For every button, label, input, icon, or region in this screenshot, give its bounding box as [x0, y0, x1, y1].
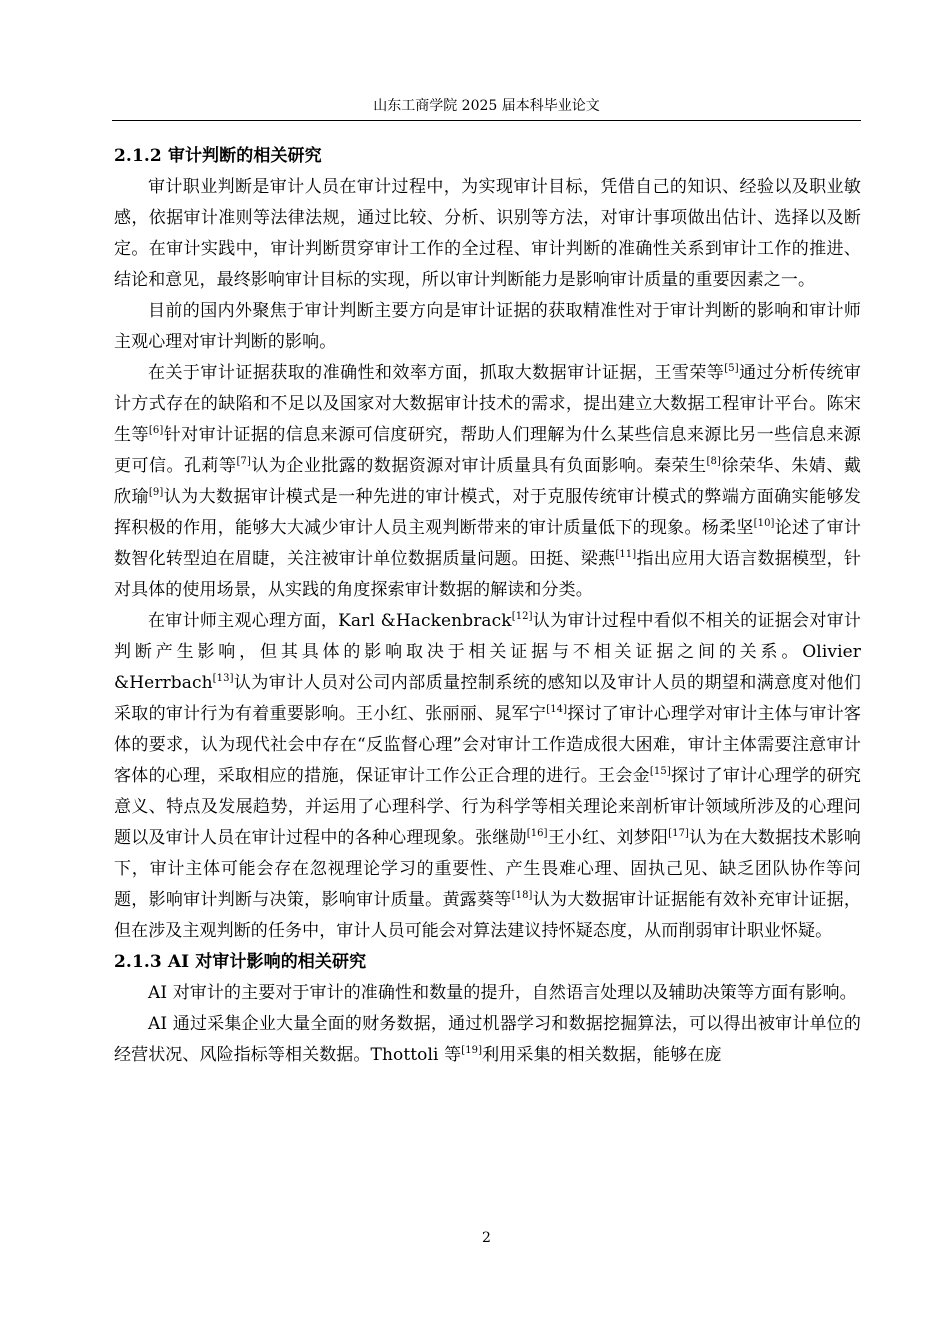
text-run: 探讨了审计心理学对审计主体与审计客体的要求，认为现代社会中存在“反监督心理”会对审计工作造成很大困难，审计主体需要注意审计客体的心理，采取相应的措施，保证审计工作公正合理的进行。王会金 [114, 704, 862, 786]
citation-marker: [11] [615, 549, 637, 560]
citation-marker: [10] [753, 518, 775, 529]
citation-marker: [9] [148, 487, 164, 498]
text-run: 王小红、刘梦阳 [547, 828, 669, 848]
citation-marker: [16] [526, 828, 548, 839]
text-run: 认为大数据审计模式是一种先进的审计模式，对于克服传统审计模式的弊端方面确实能够发挥积极的作用，能够大大减少审计人员主观判断带来的审计质量低下的现象。杨柔坚 [114, 487, 862, 538]
paragraph [114, 606, 861, 947]
citation-marker: [12] [511, 611, 533, 622]
text-run: 认为审计人员对公司内部质量控制系统的感知以及审计人员的期望和满意度对他们采取的审计行为有着重要影响。王小红、张丽丽、晁军宁 [114, 673, 861, 724]
paragraph [114, 358, 861, 606]
paragraph [114, 978, 861, 1009]
section-heading: 2.1.3 AI 对审计影响的相关研究 [114, 952, 367, 972]
citation-marker: [7] [236, 456, 251, 467]
page-number: 2 [482, 1230, 491, 1246]
header-divider [112, 120, 861, 121]
citation-marker: [5] [724, 363, 739, 374]
text-run: 利用采集的相关数据，能够在庞 [482, 1045, 722, 1065]
text-run: AI 通过采集企业大量全面的财务数据，通过机器学习和数据挖掘算法，可以得出被审计单位的经营状况、风险指标等相关数据。Thottoli 等 [114, 1014, 861, 1065]
citation-marker: [19] [461, 1045, 483, 1056]
section-heading: 2.1.2 审计判断的相关研究 [114, 146, 322, 166]
citation-marker: [8] [706, 456, 721, 467]
page-header: 山东工商学院 2025 届本科毕业论文 [373, 98, 600, 114]
document-body [114, 141, 861, 1071]
citation-marker: [14] [546, 704, 568, 715]
paragraph [114, 1009, 861, 1071]
text-run: 通过分析传统审计方式存在的缺陷和不足以及国家对大数据审计技术的需求，提出建立大数据工程审计平台。陈宋生等 [114, 363, 861, 445]
text-run: 认为大数据审计证据能有效补充审计证据，但在涉及主观判断的任务中，审计人员可能会对算法建议持怀疑态度，从而削弱审计职业怀疑。 [114, 890, 861, 941]
text-run: 探讨了审计心理学的研究意义、特点及发展趋势，并运用了心理科学、行为科学等相关理论来剖析审计领域所涉及的心理问题以及审计人员在审计过程中的各种心理现象。张继勋 [114, 766, 861, 848]
text-run: 指出应用大语言数据模型，针对具体的使用场景，从实践的角度探索审计数据的解读和分类。 [114, 549, 861, 600]
text-run: 目前的国内外聚焦于审计判断主要方向是审计证据的获取精准性对于审计判断的影响和审计师主观心理对审计判断的影响。 [114, 301, 861, 352]
text-run: 在关于审计证据获取的准确性和效率方面，抓取大数据审计证据，王雪荣等 [148, 363, 725, 383]
citation-marker: [17] [668, 828, 690, 839]
text-run: 认为审计过程中看似不相关的证据会对审计判断产生影响，但其具体的影响取决于相关证据与不相关证据之间的关系。Olivier &Herrbach [114, 611, 861, 693]
text-run: 认为在大数据技术影响下，审计主体可能会存在忽视理论学习的重要性、产生畏难心理、固执己见、缺乏团队协作等问题，影响审计判断与决策，影响审计质量。黄露葵等 [114, 828, 862, 910]
text-run: 审计职业判断是审计人员在审计过程中，为实现审计目标，凭借自己的知识、经验以及职业敏感，依据审计准则等法律法规，通过比较、分析、识别等方法，对审计事项做出估计、选择以及断定。在审计实践中，审计判断贯穿审计工作的全过程、审计判断的准确性关系到审计工作的推进、结论和意见，最终影响审计目标的实现，所以审计判断能力是影响审计质量的重要因素之一。 [114, 177, 861, 290]
citation-marker: [18] [511, 890, 533, 901]
text-run: AI 对审计的主要对于审计的准确性和数量的提升，自然语言处理以及辅助决策等方面有影响。 [148, 983, 857, 1003]
text-run: 徐荣华、朱婧、戴欣瑜 [114, 456, 861, 507]
text-run: 针对审计证据的信息来源可信度研究，帮助人们理解为什么某些信息来源比另一些信息来源更可信。孔莉等 [114, 425, 862, 476]
citation-marker: [6] [148, 425, 164, 436]
paragraph [114, 296, 861, 358]
text-run: 论述了审计数智化转型迫在眉睫，关注被审计单位数据质量问题。田挺、梁燕 [114, 518, 861, 569]
text-run: 在审计师主观心理方面，Karl &Hackenbrack [148, 611, 512, 631]
citation-marker: [15] [649, 766, 671, 777]
paragraph [114, 172, 861, 296]
text-run: 认为企业批露的数据资源对审计质量具有负面影响。秦荣生 [251, 456, 707, 476]
citation-marker: [13] [212, 673, 234, 684]
